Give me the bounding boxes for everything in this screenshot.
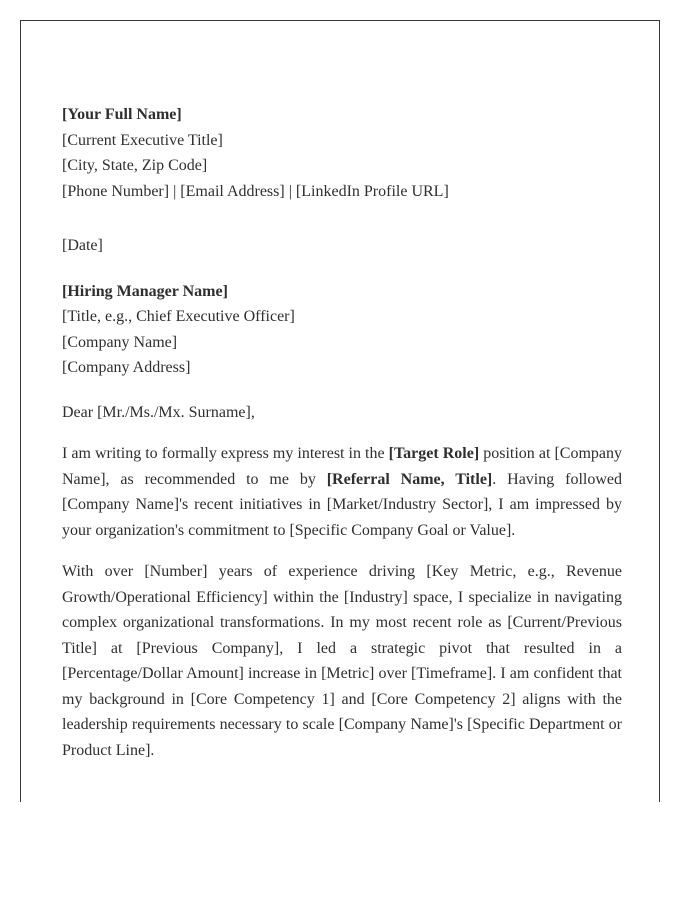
paragraph-2: With over [Number] years of experience driving [Key Metric, e.g., Revenue Growth/Operational Efficiency] within the [Industry] space, I specialize in navigating complex organizational transformations. In my most recent role as [Current/Previous Title] at [Previous Company], I led a strategic pivot that resulted in a [Percentage/Dollar Amount] increase in [Metric] over [Timeframe]. I am confident that my background in [Core Competency 1] and [Core Competency 2] aligns with the leadership requirements necessary to scale [Company Name]'s [Specific Department or Product Line]. xyxy=(62,563,622,759)
letter-date: [Date] xyxy=(62,237,103,254)
sender-name: [Your Full Name] xyxy=(62,106,182,123)
target-role: [Target Role] xyxy=(388,445,480,462)
salutation: Dear [Mr./Ms./Mx. Surname], xyxy=(62,403,255,421)
letter-body xyxy=(62,102,622,763)
paragraph-1 xyxy=(62,441,622,543)
sender-title: [Current Executive Title] xyxy=(62,131,223,149)
recipient-name: [Hiring Manager Name] xyxy=(62,282,228,300)
paragraph-1-part-1: I am writing to formally express my interest in the xyxy=(62,445,389,462)
sender-contact: [Phone Number] | [Email Address] | [LinkedIn Profile URL] xyxy=(62,182,449,200)
letter-page xyxy=(20,20,660,802)
paragraph-1-part-3: . Having followed [Company Name]'s recent initiatives in [Market/Industry Sector], I am impressed by your organization's commitment to [Specific Company Goal or Value]. xyxy=(62,470,622,539)
recipient-title: [Title, e.g., Chief Executive Officer] xyxy=(62,308,295,325)
referral-name: [Referral Name, Title] xyxy=(326,470,493,488)
paragraph-1-part-2: position at [Company Name], as recommended to me by xyxy=(62,445,622,488)
recipient-address: [Company Address] xyxy=(62,359,191,376)
recipient-company: [Company Name] xyxy=(62,333,178,351)
sender-location: [City, State, Zip Code] xyxy=(62,157,208,174)
